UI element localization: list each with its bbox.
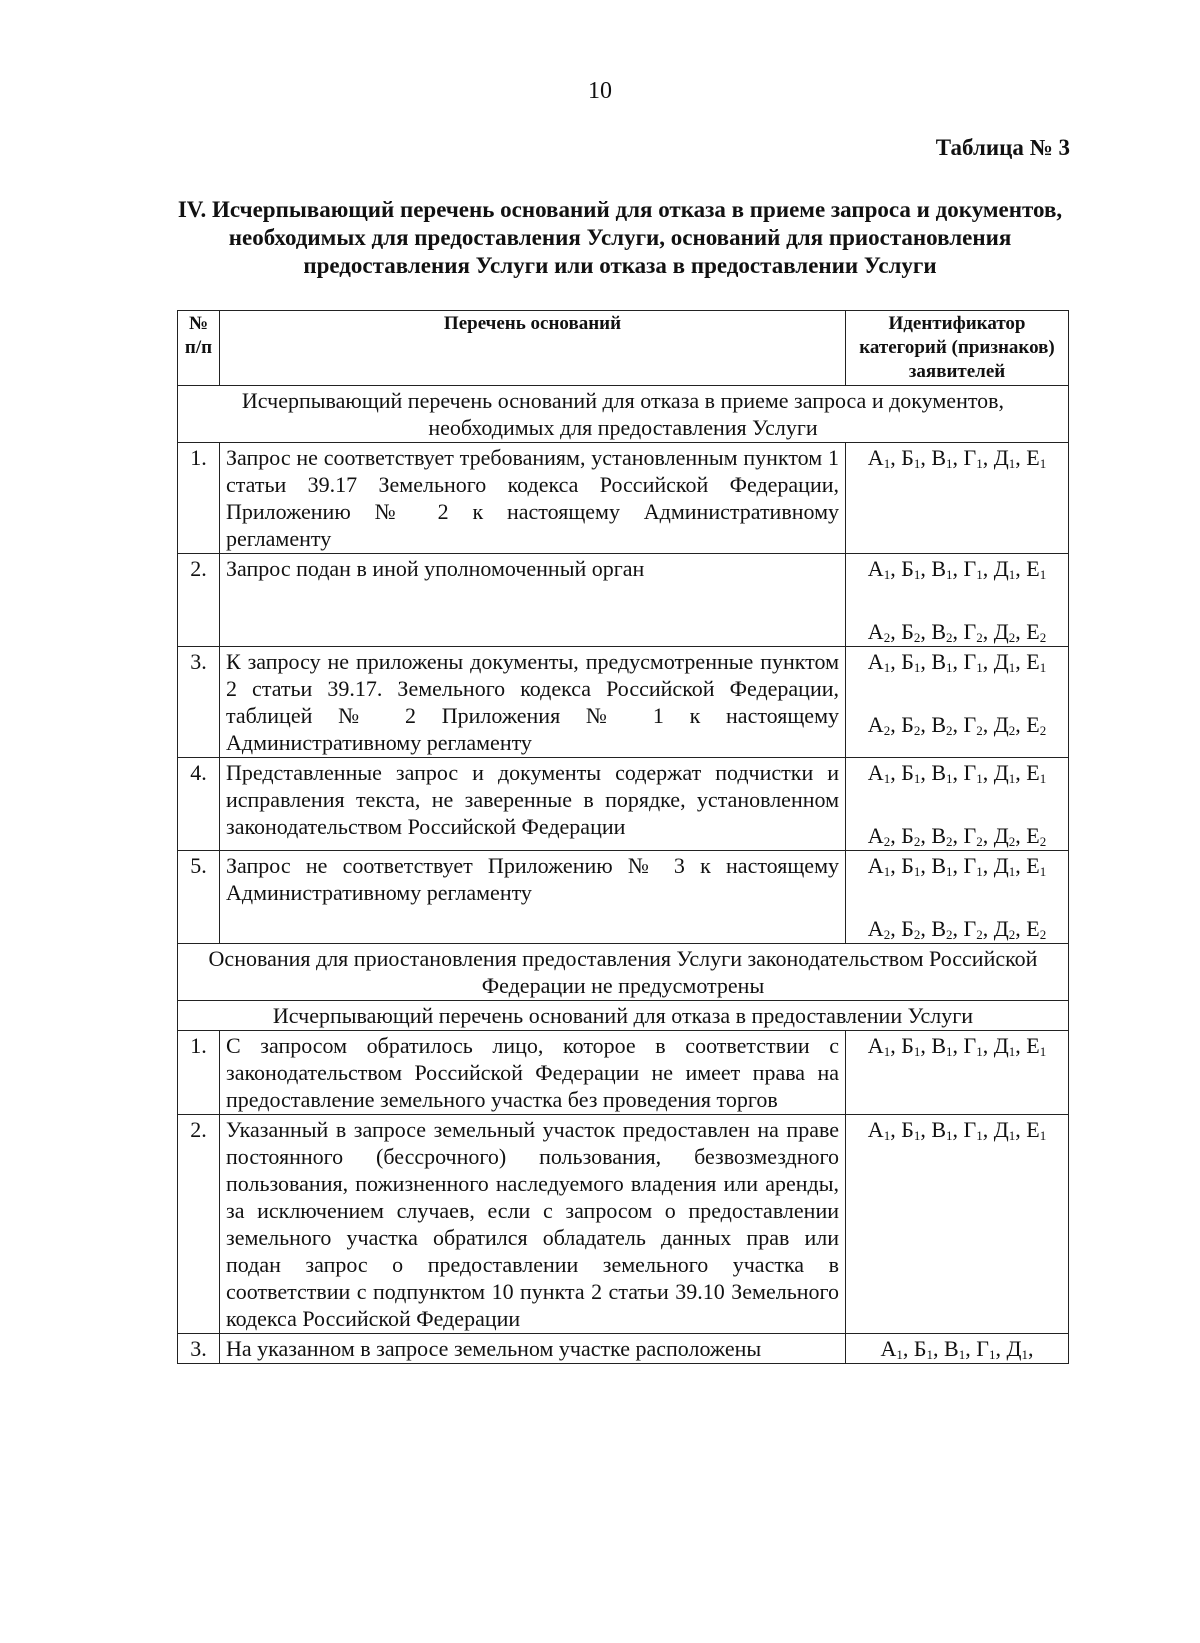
identifier-group-1: $А_1$, $Б_1$, $В_1$, $Г_1$, $Д_1$, $Е_1$: [867, 760, 1047, 786]
applicant-identifiers: [846, 554, 1069, 647]
section-heading: Исчерпывающий перечень оснований для отказа в предоставлении Услуги: [178, 1001, 1069, 1031]
table-row: [178, 1031, 1069, 1115]
row-number: 2.: [178, 554, 220, 647]
applicant-identifiers: [846, 851, 1069, 944]
page-number: 10: [588, 78, 612, 104]
identifier-group-1: $А_1$, $Б_1$, $В_1$, $Г_1$, $Д_1$, $Е_1$: [867, 853, 1047, 879]
row-number: 1.: [178, 443, 220, 554]
section-heading: Основания для приостановления предоставления Услуги законодательством Российской Федерации не предусмотрены: [178, 944, 1069, 1001]
ground-text: Запрос подан в иной уполномоченный орган: [220, 554, 846, 647]
ground-text: К запросу не приложены документы, предусмотренные пунктом 2 статьи 39.17. Земельного кодекса Российской Федерации, таблицей № 2 Приложения № 1 к настоящему Административному регламенту: [220, 647, 846, 758]
section-heading: Исчерпывающий перечень оснований для отказа в приеме запроса и документов, необходимых для предоставления Услуги: [178, 386, 1069, 443]
identifier-group-2: $А_2$, $Б_2$, $В_2$, $Г_2$, $Д_2$, $Е_2$: [867, 712, 1047, 738]
identifier-group-1: $А_1$, $Б_1$, $В_1$, $Г_1$, $Д_1$, $Е_1$: [867, 556, 1047, 582]
table-body: [178, 386, 1069, 1364]
table-row: [178, 851, 1069, 944]
table-row: [178, 1115, 1069, 1334]
ground-text: Представленные запрос и документы содержат подчистки и исправления текста, не заверенные в порядке, установленном законодательством Российской Федерации: [220, 758, 846, 851]
identifier-spacer: [852, 786, 1062, 822]
ground-text: Указанный в запросе земельный участок предоставлен на праве постоянного (бессрочного) пользования, безвозмездного пользования, пожизненного наследуемого владения или аренды, за исключением случаев, если с запросом о предоставлении земельного участка обратился обладатель данных прав или подан запрос о предоставлении земельного участка в соответствии с подпунктом 10 пункта 2 статьи 39.10 Земельного кодекса Российской Федерации: [220, 1115, 846, 1334]
column-header-identifiers: Идентификатор категорий (признаков) заявителей: [846, 311, 1069, 386]
identifier-group-2: $А_2$, $Б_2$, $В_2$, $Г_2$, $Д_2$, $Е_2$: [867, 823, 1047, 849]
identifier-spacer: [852, 675, 1062, 711]
section-header-row: [178, 944, 1069, 1001]
applicant-identifiers: [846, 758, 1069, 851]
table-row: [178, 647, 1069, 758]
table-row: [178, 758, 1069, 851]
section-header-row: [178, 386, 1069, 443]
identifier-group-1: $А_1$, $Б_1$, $В_1$, $Г_1$, $Д_1$, $Е_1$: [867, 1033, 1047, 1059]
section-header-row: [178, 1001, 1069, 1031]
grounds-table: [177, 310, 1069, 1364]
identifier-group-1: $А_1$, $Б_1$, $В_1$, $Г_1$, $Д_1$,: [880, 1336, 1034, 1362]
row-number: 3.: [178, 1334, 220, 1364]
row-number: 3.: [178, 647, 220, 758]
row-number: 4.: [178, 758, 220, 851]
identifier-group-2: $А_2$, $Б_2$, $В_2$, $Г_2$, $Д_2$, $Е_2$: [867, 916, 1047, 942]
applicant-identifiers: [846, 1031, 1069, 1115]
identifier-group-1: $А_1$, $Б_1$, $В_1$, $Г_1$, $Д_1$, $Е_1$: [867, 649, 1047, 675]
ground-text: Запрос не соответствует Приложению № 3 к настоящему Административному регламенту: [220, 851, 846, 944]
table-row: [178, 554, 1069, 647]
identifier-group-1: $А_1$, $Б_1$, $В_1$, $Г_1$, $Д_1$, $Е_1$: [867, 445, 1047, 471]
identifier-group-2: $А_2$, $Б_2$, $В_2$, $Г_2$, $Д_2$, $Е_2$: [867, 619, 1047, 645]
ground-text: Запрос не соответствует требованиям, установленным пунктом 1 статьи 39.17 Земельного кодекса Российской Федерации, Приложению № 2 к настоящему Административному регламенту: [220, 443, 846, 554]
row-number: 5.: [178, 851, 220, 944]
column-header-number: № п/п: [178, 311, 220, 386]
table-header-row: [178, 311, 1069, 386]
identifier-spacer: [852, 582, 1062, 618]
row-number: 2.: [178, 1115, 220, 1334]
applicant-identifiers: [846, 647, 1069, 758]
applicant-identifiers: [846, 1115, 1069, 1334]
table-label: Таблица № 3: [935, 135, 1070, 160]
applicant-identifiers: [846, 443, 1069, 554]
column-header-grounds: Перечень оснований: [220, 311, 846, 386]
identifier-group-1: $А_1$, $Б_1$, $В_1$, $Г_1$, $Д_1$, $Е_1$: [867, 1117, 1047, 1143]
table-row: [178, 443, 1069, 554]
row-number: 1.: [178, 1031, 220, 1115]
section-title: IV. Исчерпывающий перечень оснований для отказа в приеме запроса и документов, необходимых для предоставления Услуги, оснований для приостановления предоставления Услуги или отказа в предоставлении Услуги: [177, 197, 1063, 278]
ground-text: С запросом обратилось лицо, которое в соответствии с законодательством Российской Федерации не имеет права на предоставление земельного участка без проведения торгов: [220, 1031, 846, 1115]
applicant-identifiers: [846, 1334, 1069, 1364]
ground-text: На указанном в запросе земельном участке расположены: [220, 1334, 846, 1364]
table-row: [178, 1334, 1069, 1364]
identifier-spacer: [852, 879, 1062, 915]
